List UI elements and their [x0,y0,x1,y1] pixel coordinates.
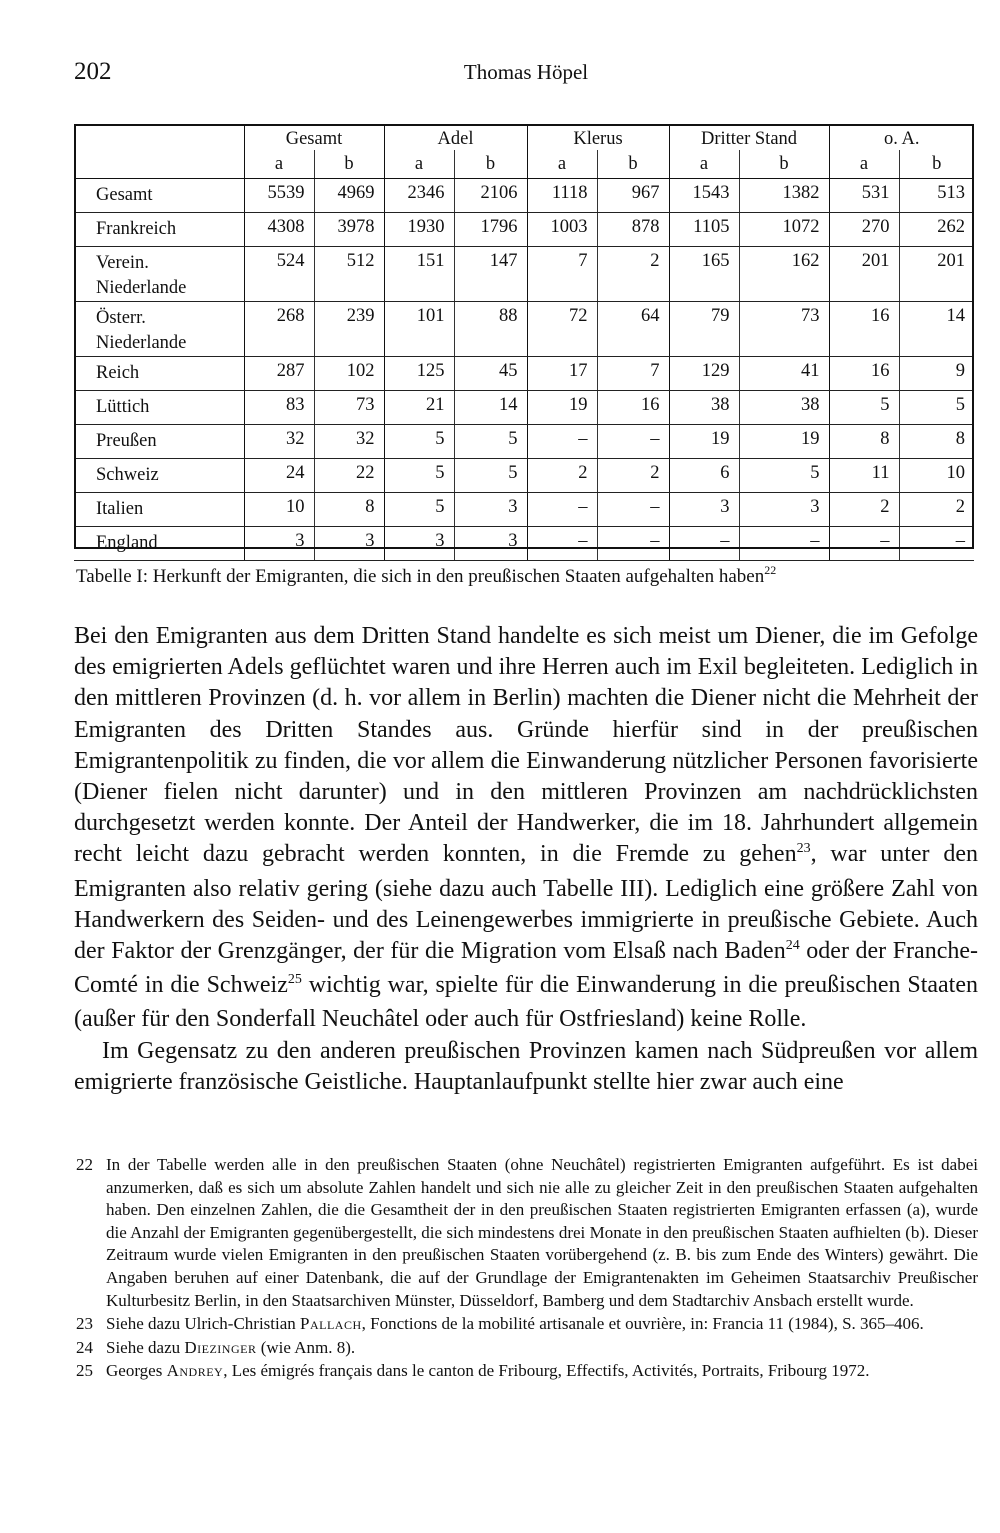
table-cell: 524 [244,247,314,302]
table-cell: 1382 [739,179,829,213]
row-label [74,247,244,302]
footnote-text [106,1360,978,1383]
group-header: Adel [384,124,527,150]
table-cell: 3 [669,493,739,527]
sub-header: b [314,150,384,179]
sub-header: a [669,150,739,179]
footnote [76,1360,978,1383]
table-cell: 3 [314,527,384,561]
table-cell: 2 [597,459,669,493]
table-cell: 88 [454,302,527,357]
sub-header: a [384,150,454,179]
table-cell: 72 [527,302,597,357]
table-cell: 8 [314,493,384,527]
table-row [74,357,974,391]
table-cell: 10 [899,459,974,493]
text-run: wichtig war, spielte für die Einwanderung in die preußischen Staaten (außer für den Sonderfall Neuchâtel oder auch für Ostfriesland) keine Rolle. [74,972,978,1033]
table-cell: – [597,527,669,561]
table-cell: 73 [739,302,829,357]
table-cell: 3 [384,527,454,561]
row-label [74,302,244,357]
group-header: Gesamt [244,124,384,150]
text-run: Georges [106,1361,167,1381]
table-cell: 10 [244,493,314,527]
table-row [74,425,974,459]
table-cell: 8 [829,425,899,459]
row-label [74,493,244,527]
table-cell: 5 [454,459,527,493]
table-cell: – [669,527,739,561]
table-cell: 270 [829,213,899,247]
footnote [76,1313,978,1336]
caption-note: 22 [764,563,777,577]
footnotes [76,1154,978,1384]
table-cell: 14 [899,302,974,357]
table-cell: – [597,425,669,459]
footnote-number: 23 [76,1314,93,1334]
table-cell: 1796 [454,213,527,247]
row-label-line: Frankreich [96,219,177,239]
table-row [74,179,974,213]
table-cell: 2 [829,493,899,527]
table-cell: 73 [314,391,384,425]
table-group-header [74,124,974,150]
row-label-line: Italien [96,499,144,519]
table-cell: 16 [597,391,669,425]
table-cell: 5 [454,425,527,459]
table-cell: 5 [829,391,899,425]
footnote-text [106,1337,978,1360]
table-cell: 129 [669,357,739,391]
table-cell: 6 [669,459,739,493]
author-name: Diezinger [184,1337,257,1357]
table-cell: 7 [597,357,669,391]
row-label-line: Schweiz [96,465,159,485]
table-cell: 83 [244,391,314,425]
footnote-text [106,1313,978,1336]
table-cell: 38 [669,391,739,425]
table-row [74,527,974,561]
table-cell: 262 [899,213,974,247]
table-cell: 38 [739,391,829,425]
table-cell: 101 [384,302,454,357]
table-cell: – [739,527,829,561]
sub-header: a [829,150,899,179]
table-cell: 5 [384,493,454,527]
table-cell: 14 [454,391,527,425]
table-cell: – [527,493,597,527]
group-header: o. A. [829,124,974,150]
paragraph-2: Im Gegensatz zu den anderen preußischen Provinzen kamen nach Südpreußen vor allem emigrierte französische Geistliche. Hauptanlaufpunkt stellte hier zwar auch eine [74,1037,978,1095]
table-cell: 1003 [527,213,597,247]
footnote [76,1154,978,1312]
group-header: Dritter Stand [669,124,829,150]
table-cell: 5539 [244,179,314,213]
text-run: (wie Anm. 8). [256,1337,356,1357]
page-header [74,58,978,94]
table-cell: – [527,425,597,459]
row-label-line: Gesamt [96,185,153,205]
sub-header: a [244,150,314,179]
table-cell: 41 [739,357,829,391]
footnote-ref: 25 [287,972,302,988]
table-cell: 201 [829,247,899,302]
table-cell: 1543 [669,179,739,213]
sub-header: b [899,150,974,179]
table-cell: 32 [314,425,384,459]
text-run: , Les émigrés français dans le canton de Fribourg, Effectifs, Activités, Portraits, Fribourg 1972. [223,1361,870,1381]
sub-header: b [454,150,527,179]
table-cell: 2 [527,459,597,493]
table-cell: – [527,527,597,561]
caption-text: Tabelle I: Herkunft der Emigranten, die sich in den preußischen Staaten aufgehalten haben [76,566,765,587]
table-cell: 5 [384,459,454,493]
table-cell: 3 [454,493,527,527]
table-cell: 165 [669,247,739,302]
row-label-line: Niederlande [96,333,187,353]
table-row [74,459,974,493]
table-cell: 201 [899,247,974,302]
table-cell: 19 [739,425,829,459]
row-label [74,179,244,213]
table-sub-header [74,150,974,179]
table-cell: – [829,527,899,561]
table-row [74,493,974,527]
row-label [74,425,244,459]
table-row [74,247,974,302]
table-cell: 967 [597,179,669,213]
sub-header: b [597,150,669,179]
footnote-text: In der Tabelle werden alle in den preußischen Staaten (ohne Neuchâtel) registrierten Emigranten aufgeführt. Es ist dabei anzumerken, daß es sich um absolute Zahlen handelt und sich nie alle zu gleicher Zeit in den preußischen Staaten aufgehalten haben. Den einzelnen Zahlen, die die Gesamtheit der in den preußischen Staaten registrierten Emigranten erfassen (a), wurde die Anzahl der Emigranten gegenübergestellt, die sich mindestens drei Monate in den preußischen Staaten aufhielten (b). Dieser Zeitraum wurde vielen Emigranten in den preußischen Staaten vorübergehend (z. B. bis zum Ende des Winters) gewährt. Die Angaben beruhen auf einer Datenbank, die auf der Grundlage der Emigrantenakten im Geheimen Staatsarchiv Preußischer Kulturbesitz Berlin, in den Staatsarchiven Münster, Düsseldorf, Bamberg und dem Stadtarchiv Ansbach erstellt wurde. [106,1155,978,1310]
table-cell: 147 [454,247,527,302]
group-header: Klerus [527,124,669,150]
table-cell: 24 [244,459,314,493]
table-cell: 2 [597,247,669,302]
text-run: , war unter den Emigranten also relativ gering (siehe dazu auch Tabelle III). Lediglich eine größere Zahl von Handwerkern des Seiden- und des Leinengewerbes immigrierte in preußische Gebiete. Auch der Faktor der Grenzgänger, der für die Migration vom Elsaß nach Baden [74,841,978,965]
row-label-line: England [96,533,158,553]
table-cell: 64 [597,302,669,357]
table-cell: 22 [314,459,384,493]
paragraph-1 [74,621,978,1036]
author-name: Andrey [166,1361,224,1381]
table-cell: 4969 [314,179,384,213]
text-run: oder der Franche-Comté in die Schweiz [74,938,979,999]
table-cell: 19 [527,391,597,425]
table-cell: 21 [384,391,454,425]
running-head: Thomas Höpel [463,60,589,84]
table-cell: 3 [454,527,527,561]
table-cell: 125 [384,357,454,391]
table-cell: 239 [314,302,384,357]
table-caption [76,563,976,588]
table-cell: 2346 [384,179,454,213]
table-cell: 3 [739,493,829,527]
text-run: Bei den Emigranten aus dem Dritten Stand handelte es sich meist um Diener, die im Gefolge des emigrierten Adels geflüchtet waren und ihre Herren auch im Exil begleiteten. Lediglich in den mittleren Provinzen (d. h. vor allem in Berlin) machten die Diener nicht die Mehrheit der Emigranten des Dritten Standes aus. Gründe hierfür sind in der preußischen Emigrantenpolitik zu finden, die vor allem die Einwanderung nützlicher Personen favorisierte (Diener fielen nicht darunter) und in den mittleren Provinzen am nachdrücklichsten durchgesetzt werden konnte. Der Anteil der Handwerker, die im 18. Jahrhundert allgemein recht leicht dazu gebracht werden konnten, in die Fremde zu gehen [74,623,978,868]
footnote-number: 24 [76,1337,93,1357]
table-cell: 268 [244,302,314,357]
table-cell: – [899,527,974,561]
table-row [74,391,974,425]
table-cell: 7 [527,247,597,302]
text-run: Siehe dazu [106,1337,185,1357]
table-cell: 1105 [669,213,739,247]
table-cell: 513 [899,179,974,213]
table-cell: 19 [669,425,739,459]
table-cell: 4308 [244,213,314,247]
table-cell: 8 [899,425,974,459]
row-label [74,391,244,425]
page-number: 202 [74,58,112,85]
table-cell: 1930 [384,213,454,247]
footnote-ref: 24 [785,938,800,954]
footnote [76,1337,978,1360]
table-cell: 32 [244,425,314,459]
table-cell: 5 [739,459,829,493]
table-cell: 3978 [314,213,384,247]
table-cell: 531 [829,179,899,213]
table-cell: 1118 [527,179,597,213]
table-cell: 151 [384,247,454,302]
table-cell: 79 [669,302,739,357]
table-cell: 11 [829,459,899,493]
row-label-line: Preußen [96,431,157,451]
body-text [74,621,978,1098]
row-label [74,213,244,247]
row-label-line: Österr. [96,308,146,328]
row-label-line: Verein. [96,253,149,273]
footnote-ref: 23 [796,841,811,857]
author-name: Pallach [300,1314,362,1334]
table-cell: 287 [244,357,314,391]
table-cell: 878 [597,213,669,247]
table-cell: 45 [454,357,527,391]
text-run: , Fonctions de la mobilité artisanale et ouvrière, in: Francia 11 (1984), S. 365–406. [361,1314,924,1334]
table-cell: 512 [314,247,384,302]
table-cell: 3 [244,527,314,561]
table-cell: 16 [829,302,899,357]
sub-header: a [527,150,597,179]
table-row [74,302,974,357]
table-cell: 9 [899,357,974,391]
row-label-line: Reich [96,363,140,383]
text-run: Siehe dazu Ulrich-Christian [106,1314,301,1334]
footnote-number: 25 [76,1361,93,1381]
emigrants-table [74,124,974,561]
row-label [74,357,244,391]
row-label [74,459,244,493]
table-cell: 162 [739,247,829,302]
row-label-line: Niederlande [96,278,187,298]
footnote-number: 22 [76,1155,93,1174]
table-cell: 5 [899,391,974,425]
table-cell: – [597,493,669,527]
table-cell: 1072 [739,213,829,247]
row-label-line: Lüttich [96,397,150,417]
table-cell: 5 [384,425,454,459]
row-label [74,527,244,561]
table-cell: 2106 [454,179,527,213]
sub-header: b [739,150,829,179]
table-cell: 16 [829,357,899,391]
table-cell: 102 [314,357,384,391]
table-cell: 2 [899,493,974,527]
table-cell: 17 [527,357,597,391]
table-row [74,213,974,247]
